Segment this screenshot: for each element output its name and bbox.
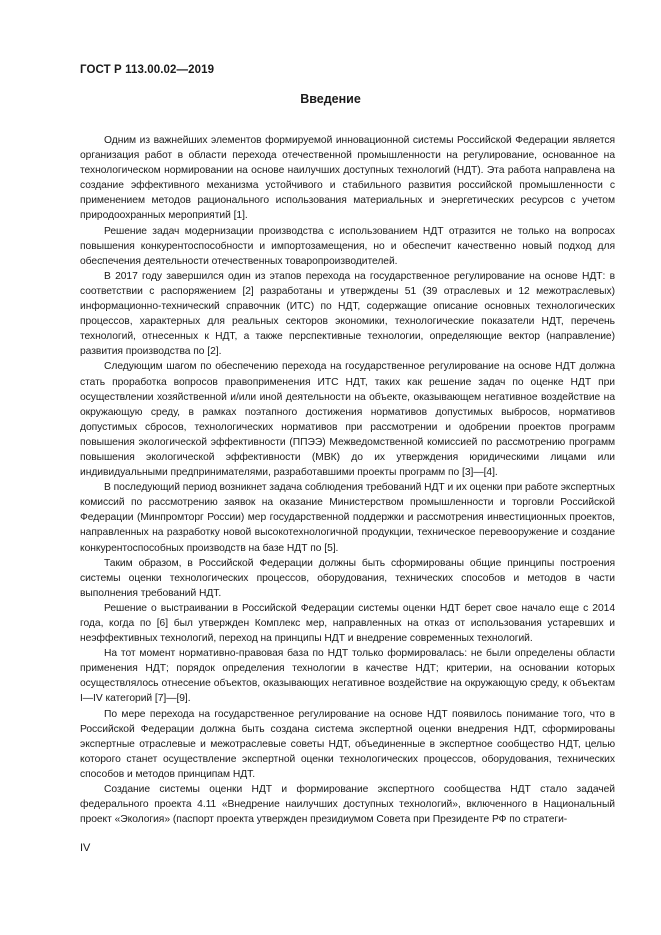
paragraph-7: Решение о выстраивании в Российской Федерации системы оценки НДТ берет свое начало еще с 2014 года, когда по [6] был утвержден Комплекс мер, направленных на отказ от использования устаревших и неэффективных технологий, переход на принципы НДТ и внедрение современных технологий. xyxy=(80,602,615,645)
body-text xyxy=(80,133,615,827)
document-code-header: ГОСТ Р 113.00.02—2019 xyxy=(80,64,215,76)
paragraph-10: Создание системы оценки НДТ и формирование экспертного сообщества НДТ стало задачей федерального проекта 4.11 «Внедрение наилучших доступных технологий», включенного в Национальный проект «Экология» (паспорт проекта утвержден президиумом Совета при Президенте РФ по стратеги- xyxy=(80,784,615,826)
paragraph-2: Решение задач модернизации производства с использованием НДТ отразится не только на вопросах повышения конкурентоспособности и импортозамещения, но и обеспечит качественно новый подход для обеспечения деятельности отечественных товаропроизводителей. xyxy=(80,225,615,267)
paragraph-6: Таким образом, в Российской Федерации должны быть сформированы общие принципы построения системы оценки технологических процессов, оборудования, технических способов и методов в части выполнения требований НДТ. xyxy=(80,557,615,599)
paragraph-3: В 2017 году завершился один из этапов перехода на государственное регулирование на основе НДТ: в соответствии с распоряжением [2] разработаны и утверждены 51 (39 отраслевых и 12 межотраслевых) информационно-технический справочник (ИТС) по НДТ, содержащие описание основных технологических процессов, характерных для реальных секторов экономики, технологические показатели НДТ, перечень технологий, отнесенных к НДТ, а также перспективные технологии, определяющие вектор (направление) развития производства по [2]. xyxy=(80,270,615,358)
section-title: Введение xyxy=(300,92,361,106)
page-number: IV xyxy=(80,842,91,854)
paragraph-1: Одним из важнейших элементов формируемой инновационной системы Российской Федерации является организация работ в области перехода отечественной промышленности на регулирование, основанное на технологическом нормировании на основе наилучших доступных технологий (НДТ). Эта работа направлена на создание эффективного механизма устойчивого и стабильного развития российской промышленности с применением методов рационального использования материальных и энергетических ресурсов с учетом природоохранных мероприятий [1]. xyxy=(80,135,615,222)
paragraph-5: В последующий период возникнет задача соблюдения требований НДТ и их оценки при работе экспертных комиссий по рассмотрению заявок на оказание Министерством промышленности и торговли Российской Федерации (Минпромторг России) мер государственной поддержки и рассмотрения инвестиционных проектов, направленных на разработку новой высокотехнологичной продукции, техническое перевооружение и создание конкурентоспособных производств на базе НДТ по [5]. xyxy=(80,482,615,554)
paragraph-9: По мере перехода на государственное регулирование на основе НДТ появилось понимание того, что в Российской Федерации должна быть создана система экспертной оценки внедрения НДТ, сформированы экспертные отраслевые и межотраслевые советы НДТ, объединенные в экспертное сообщество НДТ, целью которого станет осуществление экспертной оценки технологических процессов, оборудования, технических способов и методов принципам НДТ. xyxy=(80,708,615,780)
paragraph-8: На тот момент нормативно-правовая база по НДТ только формировалась: не были определены области применения НДТ; порядок определения технологии в качестве НДТ; критерии, на основании которых осуществлялось отнесение объектов, оказывающих негативное воздействие на окружающую среду, к объектам I—IV категорий [7]—[9]. xyxy=(80,648,615,705)
paragraph-4: Следующим шагом по обеспечению перехода на государственное регулирование на основе НДТ должна стать проработка вопросов правоприменения ИТС НДТ, таких как решение задач по оценке НДТ при осуществлении хозяйственной и/или иной деятельности на объекте, оказывающем негативное воздействие на окружающую среду, в рамках поэтапного достижения нормативов допустимых выбросов, нормативов допустимых сбросов, технологических нормативов при рассмотрении и одобрении проектов программ повышения экологической эффективности (ППЭЭ) Межведомственной комиссией по рассмотрению программ повышения экологической эффективности (МВК) до их утверждения юридическими лицами или индивидуальными предпринимателями, разработавшими проекты программ по [3]—[4]. xyxy=(80,361,615,479)
